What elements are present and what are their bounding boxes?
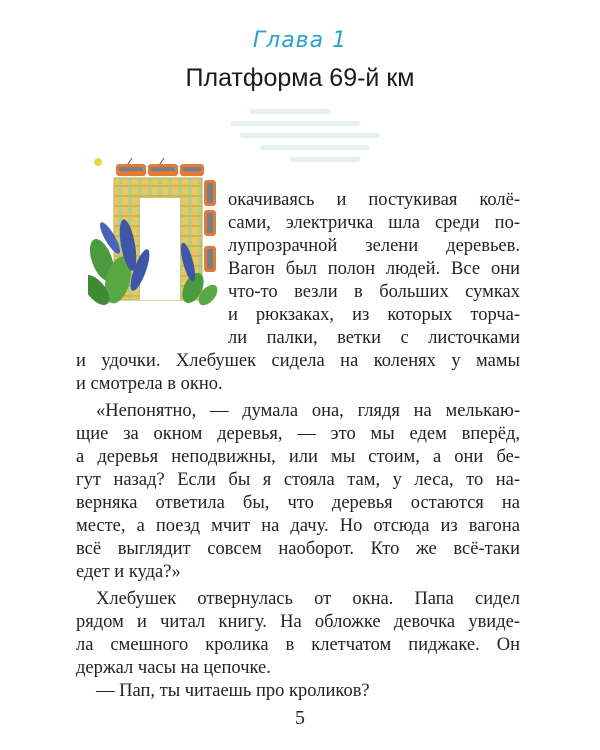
text-line: держал часы на цепочке. [76, 658, 271, 678]
sun-icon [94, 158, 102, 166]
text-line: и рюкзаках, из которых торча- [228, 305, 520, 325]
text-line: и удочки. Хлебушек сидела на коленях у мамы [76, 351, 520, 371]
text-line: щие за окном деревья, — это мы едем вперёд, [76, 424, 520, 444]
text-line: ла смешного кролика в клетчатом пиджаке. Он [76, 635, 520, 655]
text-line: рядом и читал книгу. На обложке девочка увиде- [76, 612, 520, 632]
text-line: «Непонятно, — думала она, глядя на мелькаю- [96, 401, 520, 421]
chapter-label: Глава 1 [252, 28, 348, 53]
page-number: 5 [295, 707, 305, 729]
text-line: окачиваясь и постукивая колё- [228, 190, 520, 210]
text-line: месте, а поезд мчит на дачу. Но отсюда из вагона [76, 516, 520, 536]
text-line: что-то везли в больших сумках [228, 282, 520, 302]
text-line: — Пап, ты читаешь про кроликов? [96, 681, 370, 701]
faded-background-decoration [230, 103, 380, 173]
text-line: Вагон был полон людей. Все они [228, 259, 520, 279]
text-line: едет и куда?» [76, 562, 181, 582]
text-line: лупрозрачной зелени деревьев. [228, 236, 520, 256]
text-line: всё выглядит совсем наоборот. Кто же всё-таки [76, 539, 520, 559]
text-line: верняка ответила бы, что деревья остаются на [76, 493, 520, 513]
text-line: гут назад? Если бы я стояла там, у леса, то на- [76, 470, 520, 490]
chapter-title: Платформа 69-й км [185, 64, 415, 92]
text-line: сами, электричка шла среди по- [228, 213, 520, 233]
text-line: ли палки, ветки с листочками [228, 328, 520, 348]
text-line: Хлебушек отвернулась от окна. Папа сидел [96, 589, 520, 609]
text-line: и смотрела в окно. [76, 374, 223, 394]
train-letter-illustration [88, 150, 228, 310]
text-line: а деревья неподвижны, или мы стоим, а они бе- [76, 447, 520, 467]
